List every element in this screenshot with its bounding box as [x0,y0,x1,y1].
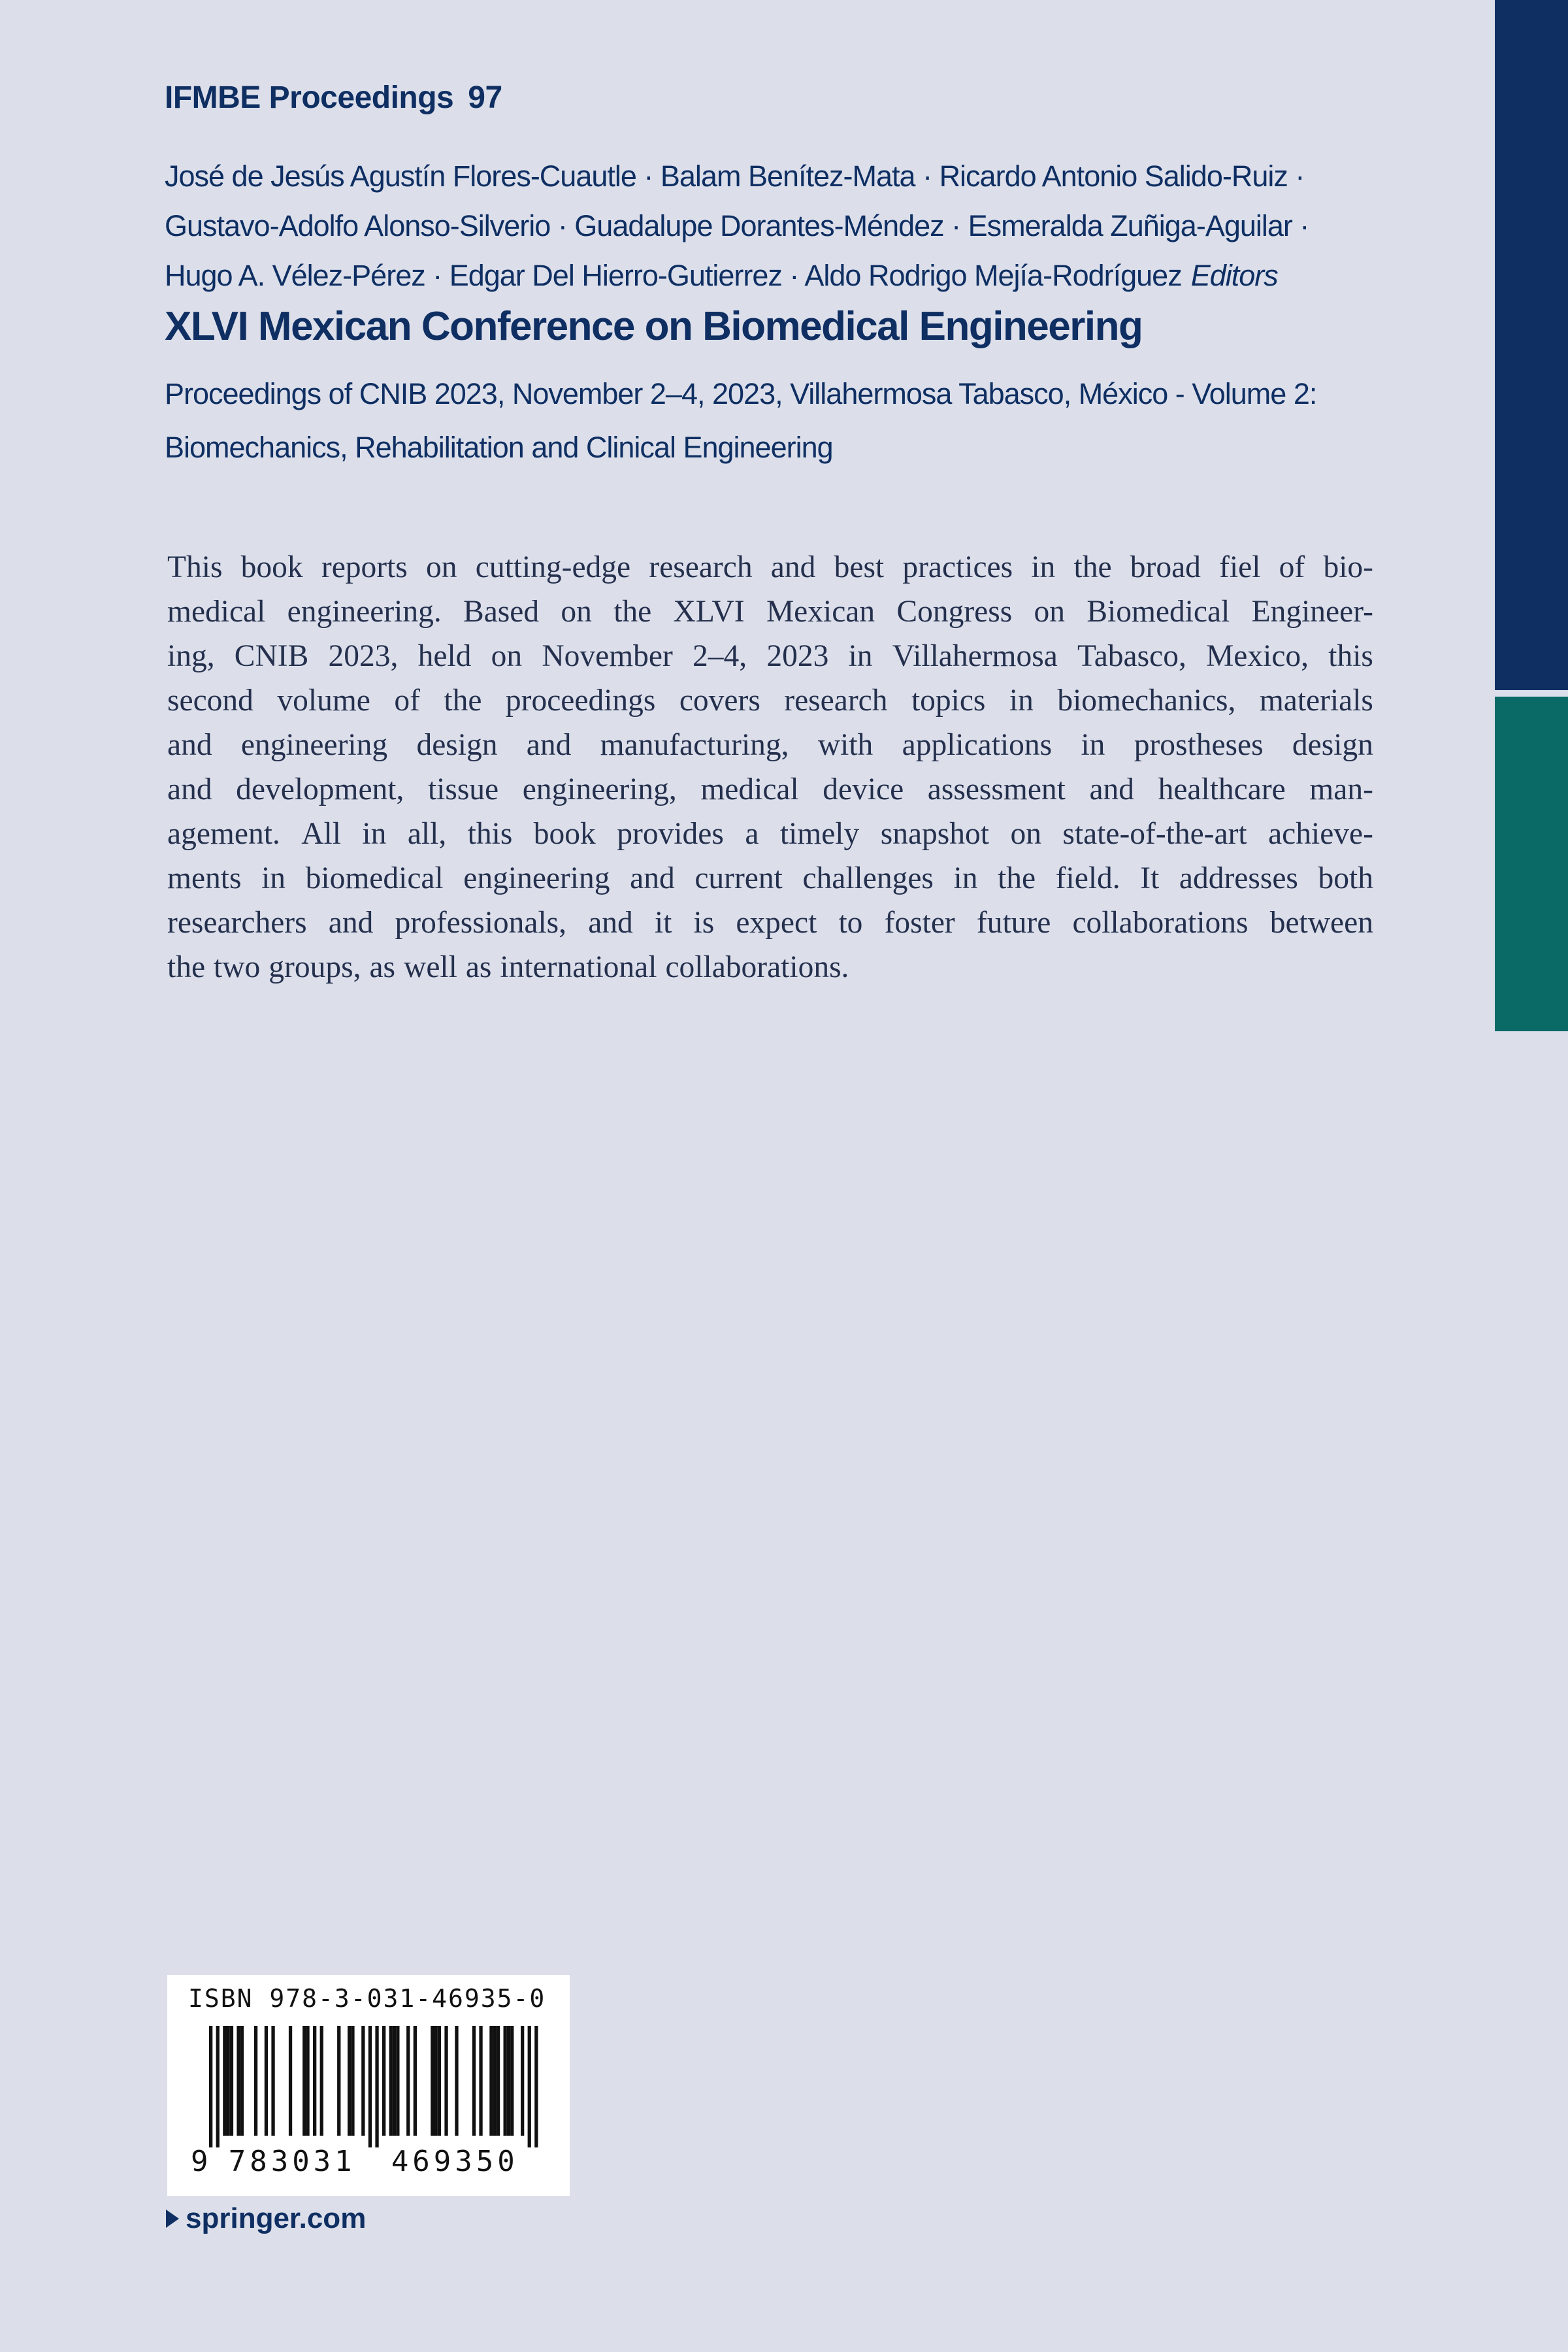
barcode-bar [444,2026,448,2136]
barcode-bar [438,2026,441,2136]
isbn-label: ISBN 978-3-031-46935-0 [188,1984,546,2013]
subtitle-line: Proceedings of CNIB 2023, November 2–4, 2023, Villahermosa Tabasco, México - Volume 2: [165,377,1317,410]
description-line: ing, CNIB 2023, held on November 2–4, 2023 in Villahermosa Tabasco, Mexico, this [167,639,1373,673]
barcode-bar [320,2026,323,2136]
barcode-bar [230,2026,233,2136]
barcode-bar [348,2026,351,2136]
barcode-bar [431,2026,434,2136]
barcode-bar [289,2026,292,2136]
barcode-bar [271,2026,274,2136]
barcode-bar [389,2026,393,2136]
series-number: 97 [468,80,502,115]
barcode-bar [455,2026,458,2136]
barcode-bar [375,2026,378,2147]
description-line: medical engineering. Based on the XLVI Mexican Congress on Biomedical Engineer- [167,595,1373,629]
barcode-bar [313,2026,316,2136]
arrow-icon [166,2210,179,2228]
barcode-bar [265,2026,268,2136]
editors-line: José de Jesús Agustín Flores-Cuautle · Balam Benítez-Mata · Ricardo Antonio Salido-Ruiz · [165,159,1305,193]
series-name: IFMBE Proceedings [165,80,454,115]
barcode-bar [507,2026,510,2136]
spine-band-teal [1495,697,1568,1031]
barcode-bar [497,2026,500,2136]
description-line: and development, tissue engineering, medical device assessment and healthcare man- [167,772,1373,806]
barcode-bar [351,2026,354,2136]
barcode-bar [227,2026,230,2136]
spine-band-navy [1495,0,1568,690]
barcode-digits: 783031 [228,2145,356,2178]
editors-role: Editors [1190,259,1278,292]
barcode-bar [302,2026,306,2136]
barcode-bar [368,2026,372,2147]
barcode-bar [534,2026,538,2147]
barcode-bar [209,2026,212,2147]
barcode-bar [493,2026,497,2136]
description-line: researchers and professionals, and it is expect to foster future collaborations between [167,906,1373,940]
book-description [167,545,1373,989]
barcode-bar [382,2026,385,2136]
barcode-bar [396,2026,399,2136]
editors-list [165,152,1458,301]
subtitle-line: Biomechanics, Rehabilitation and Clinical Engineering [165,431,833,464]
barcode-bar [472,2026,476,2136]
editors-line: Gustavo-Adolfo Alonso-Silverio · Guadalupe Dorantes-Méndez · Esmeralda Zuñiga-Aguilar · [165,209,1309,242]
barcode-bar [479,2026,482,2136]
publisher-link[interactable] [166,2202,366,2235]
description-line: second volume of the proceedings covers research topics in biomechanics, materials [167,684,1373,718]
spine-band-gap [1495,690,1568,697]
barcode-digits: 469350 [391,2145,519,2178]
editors-line-last [165,251,1458,301]
barcode-bar [521,2026,524,2136]
description-line: the two groups, as well as international collaborations. [167,950,849,984]
barcode-bar [414,2026,417,2136]
description-line: ments in biomedical engineering and current challenges in the field. It addresses both [167,861,1373,895]
barcode-digits: 9 [191,2145,212,2178]
barcode-bar [510,2026,514,2136]
barcode-bar [489,2026,493,2136]
isbn-barcode [186,2026,555,2183]
barcode-bar [504,2026,507,2136]
barcode-bar [528,2026,531,2147]
book-subtitle [165,367,1458,474]
barcode-bar [237,2026,240,2136]
barcode-panel [167,1975,570,2196]
barcode-bar [216,2026,220,2147]
barcode-bar [240,2026,244,2136]
barcode-bar [393,2026,396,2136]
barcode-bar [406,2026,410,2136]
barcode-bar [361,2026,365,2136]
barcode-bar [434,2026,438,2136]
barcode-bar [254,2026,257,2136]
description-line: This book reports on cutting-edge research and best practices in the broad fiel of bio- [167,550,1373,584]
barcode-bar [337,2026,340,2136]
barcode-bar [223,2026,226,2136]
description-line: and engineering design and manufacturing, with applications in prostheses design [167,728,1373,762]
series-heading [165,80,502,116]
description-line: agement. All in all, this book provides a timely snapshot on state-of-the-art achieve- [167,817,1373,851]
book-title: XLVI Mexican Conference on Biomedical Engineering [165,304,1143,349]
barcode-bar [306,2026,309,2136]
publisher-link-text: springer.com [186,2202,367,2234]
editors-line: Hugo A. Vélez-Pérez · Edgar Del Hierro-Gutierrez · Aldo Rodrigo Mejía-Rodríguez [165,259,1182,292]
